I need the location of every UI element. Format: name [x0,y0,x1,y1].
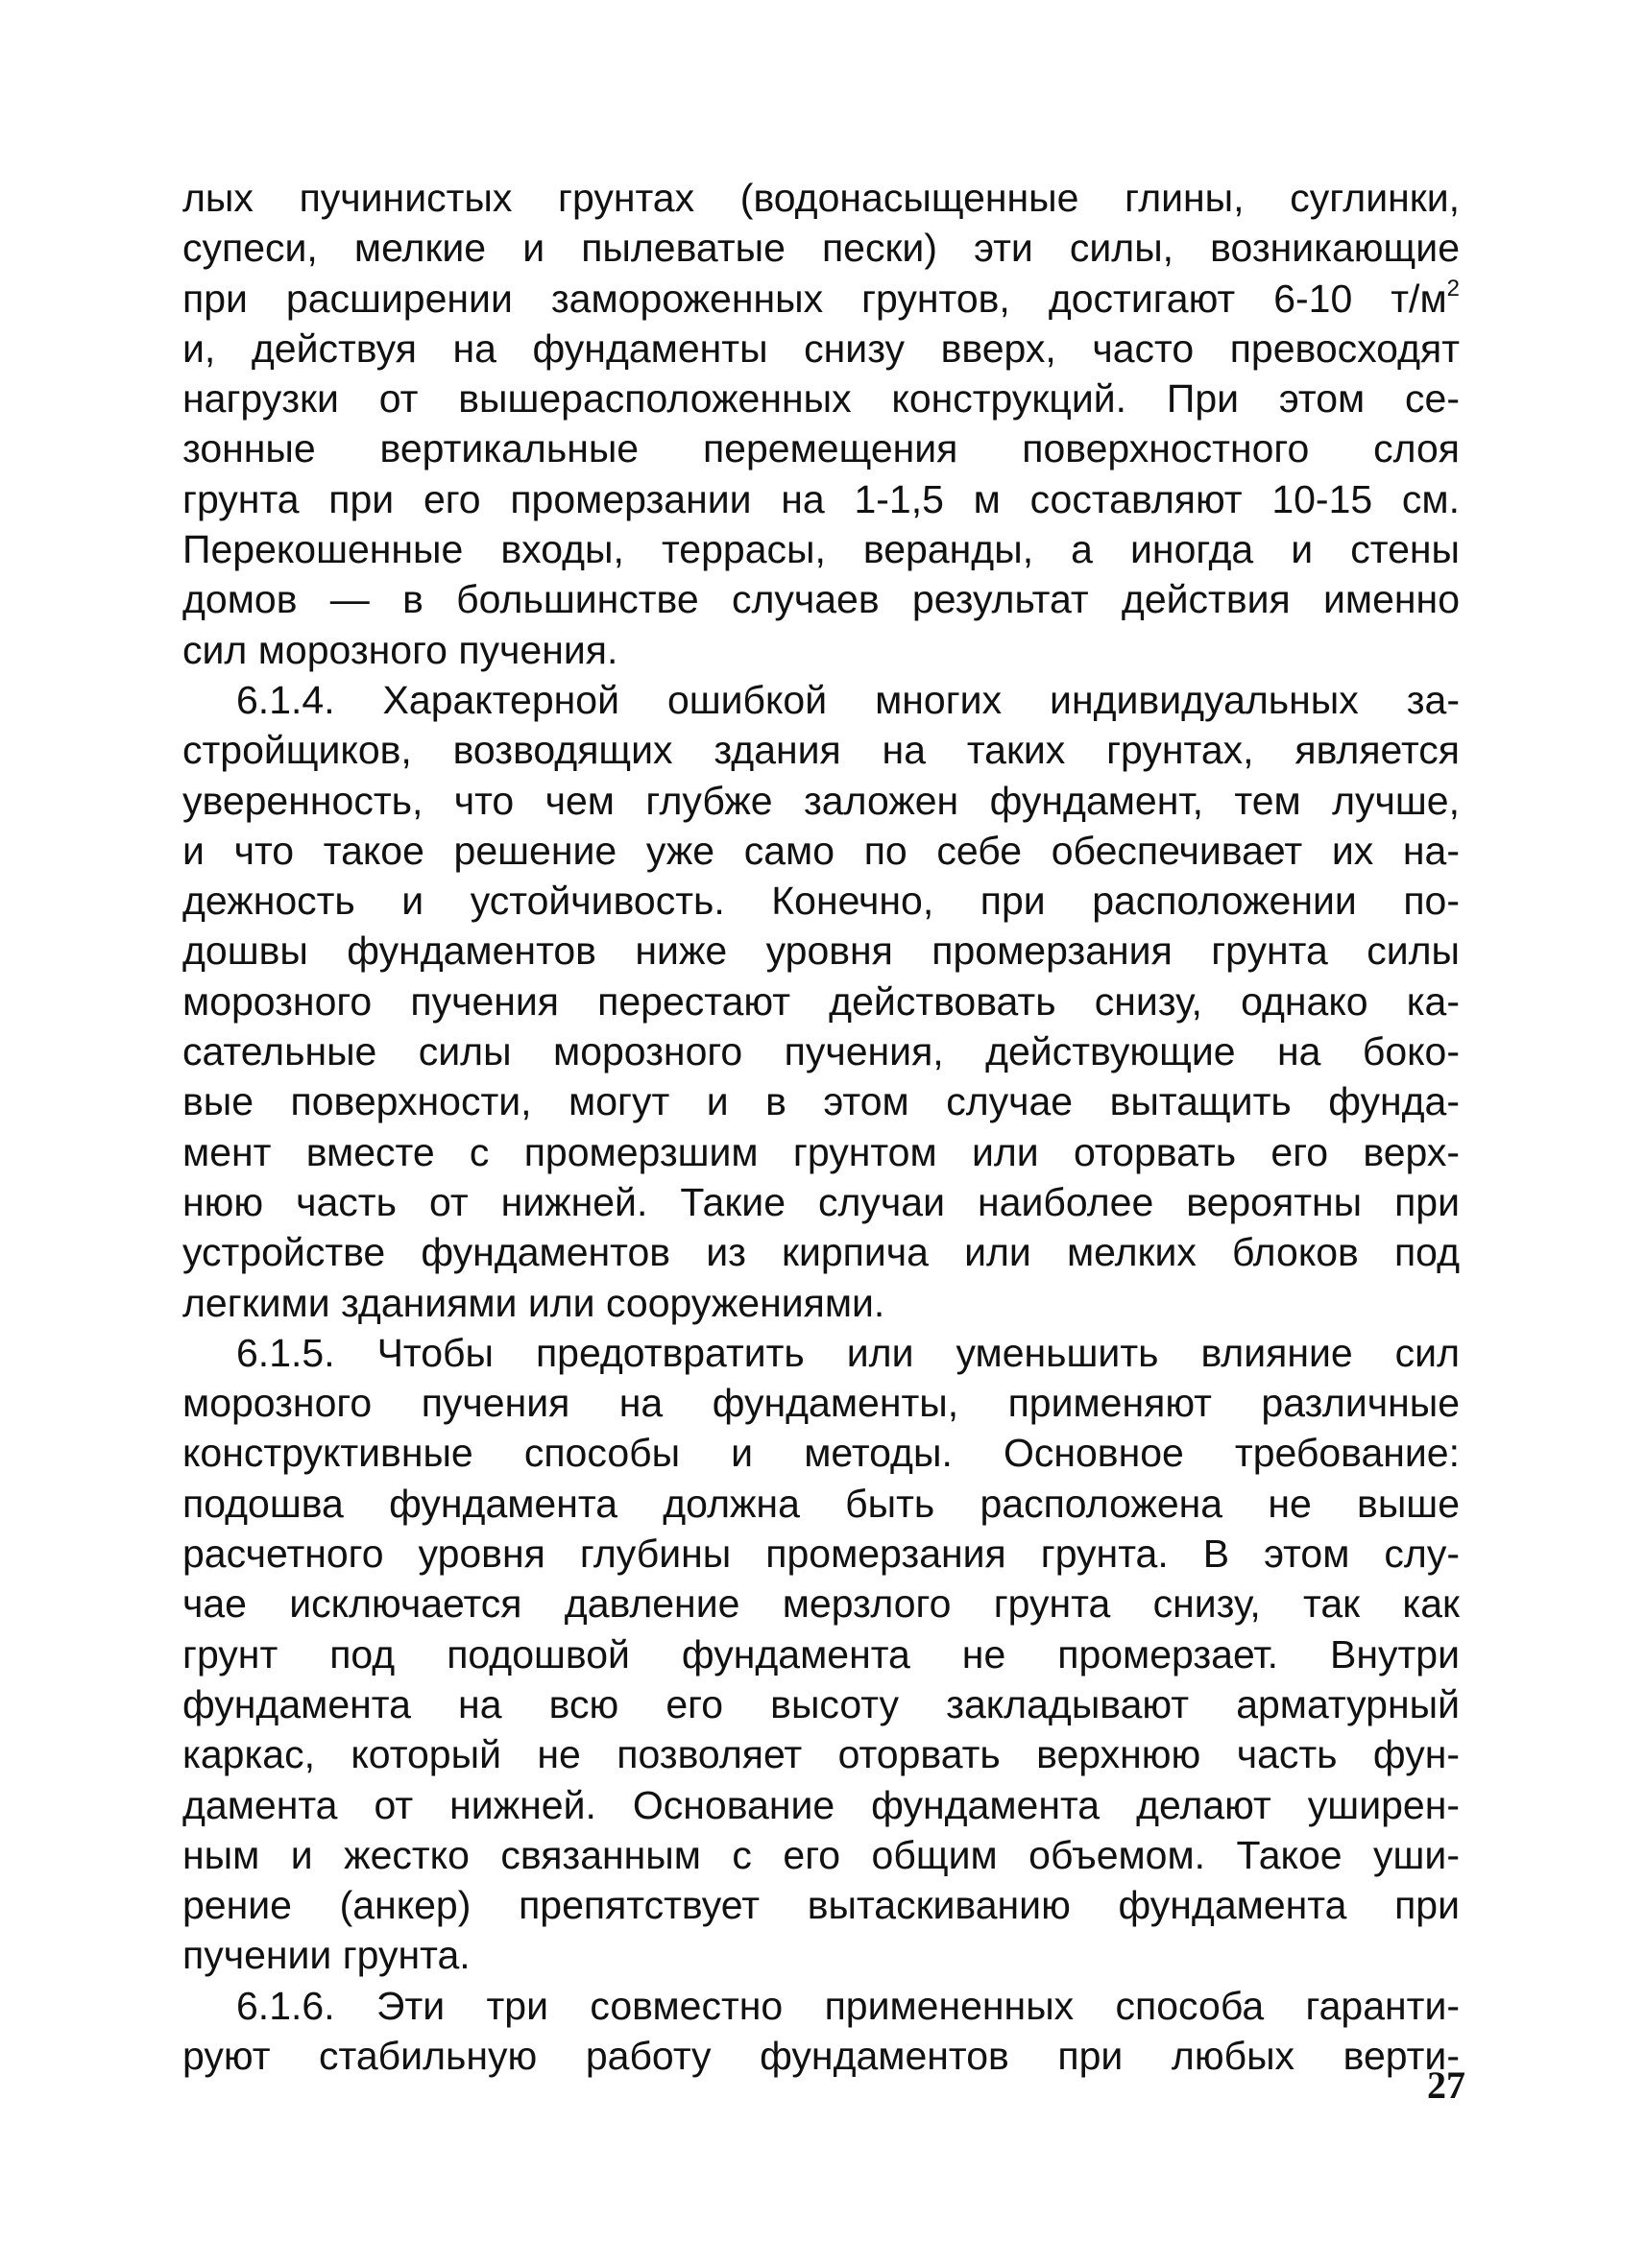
text-line: грунт под подошвой фундамента не промерзает. Внутри [182,1631,1460,1677]
text-line: 6.1.4. Характерной ошибкой многих индивидуальных за- [236,677,1460,722]
text-line: сил морозного пучения. [182,627,618,672]
text-line: и, действуя на фундаменты снизу вверх, часто превосходят [182,326,1460,371]
text-line: легкими зданиями или сооружениями. [182,1280,885,1325]
text-line: уверенность, что чем глубже заложен фундамент, тем лучше, [182,778,1460,823]
text-line: каркас, который не позволяет оторвать верхнюю часть фун- [182,1732,1460,1777]
text-line: стройщиков, возводящих здания на таких грунтах, является [182,728,1460,773]
text-line: конструктивные способы и методы. Основное требование: [182,1431,1460,1476]
text-line: пучении грунта. [182,1933,471,1978]
text-line: нюю часть от нижней. Такие случаи наиболее вероятны при [182,1179,1460,1224]
text-line: чае исключается давление мерзлого грунта снизу, так как [182,1581,1460,1627]
text-line: лых пучинистых грунтах (водонасыщенные глины, суглинки, [182,176,1460,220]
text-line: грунта при его промерзании на 1-1,5 м составляют 10-15 см. [182,476,1460,521]
paragraph-6-1-4 [182,675,1460,1328]
text-line: устройстве фундаментов из кирпича или мелких блоков под [182,1230,1460,1275]
page-body [182,173,1460,2081]
text-line: рение (анкер) препятствует вытаскиванию фундамента при [182,1883,1460,1928]
text-line-with-superscript [182,274,1460,324]
text-line: дежность и устойчивость. Конечно, при расположении по- [182,879,1460,924]
text-line: ным и жестко связанным с его общим объемом. Такое уши- [182,1832,1460,1877]
text-line: вые поверхности, могут и в этом случае вытащить фунда- [182,1079,1460,1124]
text-line: руют стабильную работу фундаментов при любых верти- [182,2033,1460,2078]
text-line: расчетного уровня глубины промерзания грунта. В этом слу- [182,1532,1460,1577]
text-line: дошвы фундаментов ниже уровня промерзания грунта силы [182,929,1460,974]
paragraph-intro [182,173,1460,675]
page-number: 27 [1427,2063,1465,2107]
text-line: и что такое решение уже само по себе обеспечивает их на- [182,828,1460,873]
text-line: зонные вертикальные перемещения поверхностного слоя [182,426,1460,471]
text-line: 6.1.6. Эти три совместно примененных способа гаранти- [236,1983,1460,2028]
text-line: дамента от нижней. Основание фундамента делают уширен- [182,1782,1460,1827]
text-line: при расширении замороженных грунтов, достигают 6-10 т/м [182,276,1447,321]
text-line: сательные силы морозного пучения, действующие на боко- [182,1029,1460,1074]
text-line: подошва фундамента должна быть расположена не выше [182,1481,1460,1526]
paragraph-6-1-6 [182,1981,1460,2082]
text-line: морозного пучения перестают действовать снизу, однако ка- [182,978,1460,1024]
text-line: супеси, мелкие и пылеватые пески) эти силы, возникающие [182,226,1460,271]
text-line: Перекошенные входы, террасы, веранды, а иногда и стены [182,527,1460,572]
text-line: 6.1.5. Чтобы предотвратить или уменьшить влияние сил [236,1330,1460,1375]
text-line: нагрузки от вышерасположенных конструкций. При этом се- [182,376,1460,422]
text-line: фундамента на всю его высоту закладывают арматурный [182,1681,1460,1726]
text-line: мент вместе с промерзшим грунтом или оторвать его верх- [182,1129,1460,1174]
paragraph-6-1-5 [182,1328,1460,1981]
text-line: домов — в большинстве случаев результат действия именно [182,577,1460,622]
superscript: 2 [1446,275,1460,302]
text-line: морозного пучения на фундаменты, применяют различные [182,1381,1460,1426]
